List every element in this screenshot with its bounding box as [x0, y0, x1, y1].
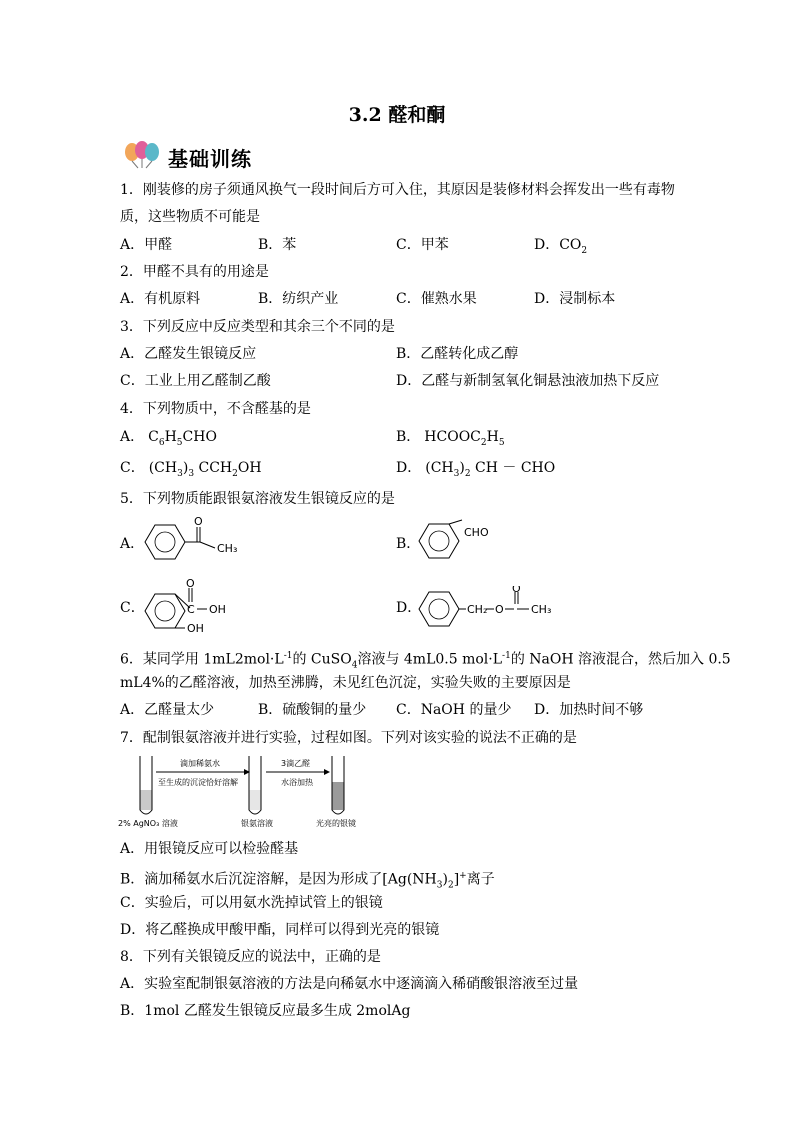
q5-structure-d — [414, 586, 574, 632]
fig-step1-top: 滴加稀氨水 — [180, 759, 220, 768]
svg-text:OH: OH — [187, 622, 204, 634]
q4-option-b: B． $HCOOC_2H_5$ — [396, 429, 505, 448]
q7-stem: 7．配制银氨溶液并进行实验，过程如图。下列对该实验的说法不正确的是 — [120, 730, 577, 746]
svg-text:O: O — [186, 578, 195, 590]
q5-structure-c — [140, 578, 250, 638]
svg-text:CHO: CHO — [464, 526, 489, 539]
q6-option-d: D．加热时间不够 — [534, 702, 644, 718]
q5-stem: 5．下列物质能跟银氨溶液发生银镜反应的是 — [120, 491, 395, 507]
svg-text:O: O — [495, 603, 504, 616]
q7-option-d: D．将乙醛换成甲酸甲酯，同样可以得到光亮的银镜 — [120, 922, 440, 938]
q1-option-c: C．甲苯 — [396, 237, 449, 253]
q1-stem-2: 质，这些物质不可能是 — [120, 209, 260, 225]
q6-option-c: C．NaOH 的量少 — [396, 702, 512, 718]
q5-option-c-label: C． — [120, 600, 145, 616]
fig-tube1-label: 2% AgNO₃ 溶液 — [118, 819, 178, 828]
balloons-icon — [120, 140, 164, 170]
section-title: 基础训练 — [168, 147, 252, 171]
fig-step2-bottom: 水浴加热 — [281, 778, 313, 787]
q7-option-b: B．滴加稀氨水后沉淀溶解，是因为形成了$[Ag(NH_3)_2]^+$离子 — [120, 871, 495, 891]
q4-stem: 4．下列物质中，不含醛基的是 — [120, 401, 311, 417]
svg-text:CH₃: CH₃ — [531, 603, 552, 616]
q6-option-b: B．硫酸铜的量少 — [258, 702, 367, 718]
q6-option-a: A．乙醛量太少 — [120, 702, 215, 718]
q6-stem-1: 6．某同学用 $1mL2mol\cdot L^{-1}$的 CuSO$_4$溶液与 4mL0.5 $mol\cdot L^{-1}$的 NaOH 溶液混合，然后加入 0.5 — [120, 651, 731, 671]
q7-option-a: A．用银镜反应可以检验醛基 — [120, 841, 299, 857]
q2-option-d: D．浸制标本 — [534, 291, 616, 307]
q2-stem: 2．甲醛不具有的用途是 — [120, 264, 269, 280]
q3-option-b: B．乙醛转化成乙醇 — [396, 346, 519, 362]
fig-step1-bottom: 至生成的沉淀恰好溶解 — [158, 778, 238, 787]
fig-step2-top: 3滴乙醛 — [281, 759, 311, 768]
q1-option-b: B．苯 — [258, 237, 297, 253]
q2-option-a: A．有机原料 — [120, 291, 201, 307]
svg-text:CH₂: CH₂ — [467, 603, 488, 616]
q2-option-b: B．纺织产业 — [258, 291, 339, 307]
svg-text:OH: OH — [209, 603, 226, 616]
q5-structure-b — [414, 518, 514, 566]
q3-stem: 3．下列反应中反应类型和其余三个不同的是 — [120, 319, 395, 335]
q3-option-c: C．工业上用乙醛制乙酸 — [120, 373, 271, 389]
q5-option-a-label: A． — [120, 536, 145, 552]
svg-text:CH₃: CH₃ — [217, 542, 238, 555]
svg-text:C: C — [187, 603, 195, 616]
q1-stem-1: 1．刚装修的房子须通风换气一段时间后方可入住，其原因是装修材料会挥发出一些有毒物 — [120, 182, 675, 198]
q8-stem: 8．下列有关银镜反应的说法中，正确的是 — [120, 949, 381, 965]
q4-option-d: D． $(CH_3)_2$ CH － CHO — [396, 460, 556, 479]
q8-option-b: B．1mol 乙醛发生银镜反应最多生成 2molAg — [120, 1003, 411, 1019]
fig-tube3-label: 光亮的银镜 — [316, 819, 356, 828]
q6-stem-2: mL4%的乙醛溶液，加热至沸腾，未见红色沉淀，实验失败的主要原因是 — [120, 675, 571, 691]
q5-option-b-label: B． — [396, 536, 421, 552]
q1-option-a: A．甲醛 — [120, 237, 173, 253]
q5-structure-a — [140, 515, 260, 569]
q4-option-a: A． $C_6H_5CHO$ — [120, 429, 217, 448]
q3-option-d: D．乙醛与新制氢氧化铜悬浊液加热下反应 — [396, 373, 660, 389]
q5-option-d-label: D． — [396, 600, 422, 616]
q3-option-a: A．乙醛发生银镜反应 — [120, 346, 257, 362]
q2-option-c: C．催熟水果 — [396, 291, 477, 307]
q7-option-c: C．实验后，可以用氨水洗掉试管上的银镜 — [120, 895, 383, 911]
q4-option-c: C． $(CH_3)_3$ $CCH_2OH$ — [120, 460, 262, 479]
svg-text:O: O — [512, 586, 521, 595]
page-title: 3.2 醛和酮 — [348, 104, 446, 126]
section-header — [120, 140, 280, 170]
q7-experiment-figure — [118, 752, 363, 830]
q8-option-a: A．实验室配制银氨溶液的方法是向稀氨水中逐滴滴入稀硝酸银溶液至过量 — [120, 976, 579, 992]
fig-tube2-label: 银氨溶液 — [241, 819, 273, 828]
svg-text:O: O — [194, 515, 203, 528]
q1-option-d: D．$CO_2$ — [534, 237, 588, 256]
